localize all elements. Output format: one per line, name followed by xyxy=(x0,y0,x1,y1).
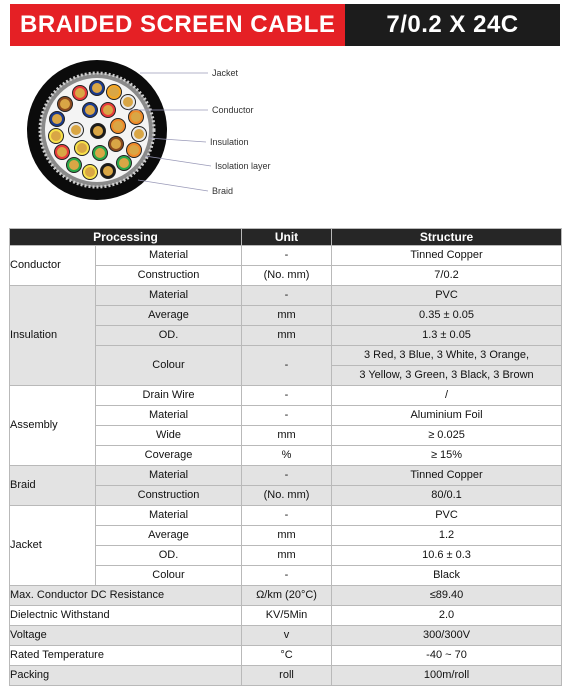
header-banner xyxy=(10,4,560,46)
table-row xyxy=(10,386,562,406)
product-title: BRAIDED SCREEN CABLE xyxy=(10,4,345,46)
group-insulation: Insulation xyxy=(10,286,96,386)
cell-structure: Tinned Copper xyxy=(332,466,562,486)
label-jacket: Jacket xyxy=(212,68,239,78)
cable-cross-section-diagram xyxy=(0,46,570,216)
table-row xyxy=(10,646,562,666)
cell-structure: 3 Red, 3 Blue, 3 White, 3 Orange, xyxy=(332,346,562,366)
cell-structure: 1.3 ± 0.05 xyxy=(332,326,562,346)
cell-processing: Rated Temperature xyxy=(10,646,242,666)
cell-unit: mm xyxy=(242,306,332,326)
cell-structure: 300/300V xyxy=(332,626,562,646)
table-row xyxy=(10,606,562,626)
cell-structure: / xyxy=(332,386,562,406)
cell-structure: ≤89.40 xyxy=(332,586,562,606)
product-spec: 7/0.2 X 24C xyxy=(345,4,560,46)
cell-processing: Colour xyxy=(96,566,242,586)
cell-processing: Max. Conductor DC Resistance xyxy=(10,586,242,606)
spec-table xyxy=(9,228,562,686)
cell-processing: Dielectnic Withstand xyxy=(10,606,242,626)
cell-processing: Drain Wire xyxy=(96,386,242,406)
cell-processing: Material xyxy=(96,286,242,306)
cell-structure: Black xyxy=(332,566,562,586)
cell-processing: Average xyxy=(96,306,242,326)
cell-processing: Material xyxy=(96,246,242,266)
table-row xyxy=(10,246,562,266)
cell-structure: ≥ 15% xyxy=(332,446,562,466)
group-braid: Braid xyxy=(10,466,96,506)
cell-processing: Coverage xyxy=(96,446,242,466)
cell-unit: - xyxy=(242,406,332,426)
cell-structure: PVC xyxy=(332,506,562,526)
group-assembly: Assembly xyxy=(10,386,96,466)
table-row xyxy=(10,286,562,306)
cell-unit: KV/5Min xyxy=(242,606,332,626)
cell-processing: Packing xyxy=(10,666,242,686)
cell-unit: Ω/km (20°C) xyxy=(242,586,332,606)
cell-structure: Tinned Copper xyxy=(332,246,562,266)
cell-structure: PVC xyxy=(332,286,562,306)
table-header-row xyxy=(10,229,562,246)
cell-processing: Material xyxy=(96,466,242,486)
cell-unit: % xyxy=(242,446,332,466)
cell-unit: mm xyxy=(242,326,332,346)
cell-unit: - xyxy=(242,346,332,386)
cell-structure: 3 Yellow, 3 Green, 3 Black, 3 Brown xyxy=(332,366,562,386)
cell-processing: Material xyxy=(96,406,242,426)
label-insulation: Insulation xyxy=(210,137,249,147)
header-unit: Unit xyxy=(242,229,332,246)
cell-unit: - xyxy=(242,466,332,486)
group-jacket: Jacket xyxy=(10,506,96,586)
cell-structure: 7/0.2 xyxy=(332,266,562,286)
cell-processing: Voltage xyxy=(10,626,242,646)
cell-unit: roll xyxy=(242,666,332,686)
cell-structure: 10.6 ± 0.3 xyxy=(332,546,562,566)
cell-unit: v xyxy=(242,626,332,646)
table-row xyxy=(10,586,562,606)
cell-unit: mm xyxy=(242,546,332,566)
label-isolation-layer: Isolation layer xyxy=(215,161,271,171)
cell-unit: - xyxy=(242,506,332,526)
header-structure: Structure xyxy=(332,229,562,246)
cell-structure: Aluminium Foil xyxy=(332,406,562,426)
cell-structure: 0.35 ± 0.05 xyxy=(332,306,562,326)
cell-unit: - xyxy=(242,246,332,266)
cell-processing: Wide xyxy=(96,426,242,446)
cell-unit: - xyxy=(242,286,332,306)
cell-unit: mm xyxy=(242,526,332,546)
cell-structure: 100m/roll xyxy=(332,666,562,686)
group-conductor: Conductor xyxy=(10,246,96,286)
cell-structure: 2.0 xyxy=(332,606,562,626)
label-conductor: Conductor xyxy=(212,105,254,115)
cell-processing: Construction xyxy=(96,486,242,506)
cell-structure: 80/0.1 xyxy=(332,486,562,506)
cell-structure: 1.2 xyxy=(332,526,562,546)
cell-processing: OD. xyxy=(96,326,242,346)
cell-unit: (No. mm) xyxy=(242,486,332,506)
cell-unit: - xyxy=(242,566,332,586)
table-row xyxy=(10,666,562,686)
cell-processing: Material xyxy=(96,506,242,526)
table-row xyxy=(10,506,562,526)
cell-processing: Colour xyxy=(96,346,242,386)
cell-structure: ≥ 0.025 xyxy=(332,426,562,446)
table-row xyxy=(10,626,562,646)
table-row xyxy=(10,466,562,486)
cell-processing: Average xyxy=(96,526,242,546)
cell-structure: -40 ~ 70 xyxy=(332,646,562,666)
label-braid: Braid xyxy=(212,186,234,196)
header-processing: Processing xyxy=(10,229,242,246)
cell-unit: (No. mm) xyxy=(242,266,332,286)
cell-unit: mm xyxy=(242,426,332,446)
cell-processing: Construction xyxy=(96,266,242,286)
cell-unit: - xyxy=(242,386,332,406)
cell-unit: °C xyxy=(242,646,332,666)
cell-processing: OD. xyxy=(96,546,242,566)
